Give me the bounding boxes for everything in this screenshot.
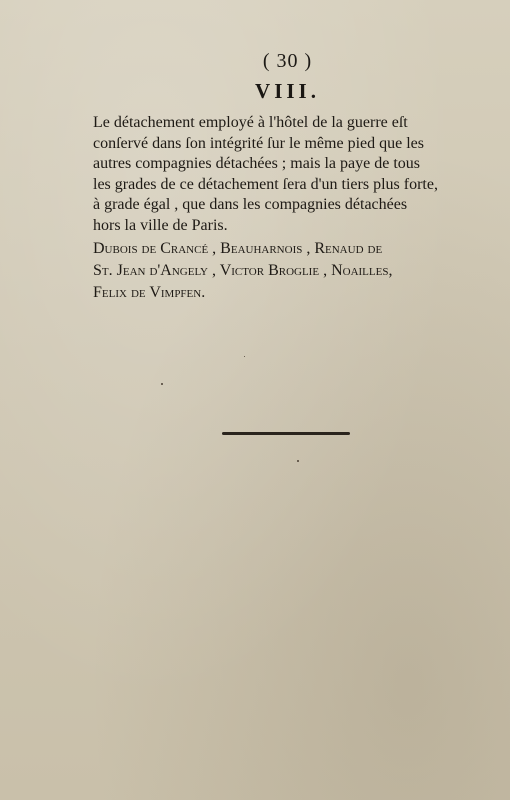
paragraph-line: hors la ville de Paris. [93, 216, 228, 234]
paper-speck [161, 383, 163, 385]
paper-speck [297, 460, 299, 462]
signature-line: Dubois de Crancé , Beauharnois , Renaud de [93, 240, 383, 257]
paragraph-line: conſervé dans ſon intégrité ſur le même pied que les [93, 134, 424, 152]
paragraph-line: autres compagnies détachées ; mais la paye de tous [93, 155, 420, 172]
paragraph-line: les grades de ce détachement ſera d'un tiers plus forte, [93, 175, 438, 193]
page-number: ( 30 ) [262, 50, 313, 72]
article-paragraph [93, 113, 498, 236]
paragraph-line: à grade égal , que dans les compagnies détachées [93, 196, 408, 213]
signature-line: St. Jean d'Angely , Victor Broglie , Noailles, [93, 262, 393, 279]
paper-speck [244, 356, 245, 357]
signatories [93, 238, 503, 304]
signature-line: Felix de Vimpfen. [93, 284, 206, 301]
paragraph-line: Le détachement employé à l'hôtel de la guerre eſt [93, 114, 408, 131]
section-heading: VIII. [255, 79, 320, 103]
bleed-through-text [35, 290, 495, 710]
separator-rule [222, 432, 350, 435]
